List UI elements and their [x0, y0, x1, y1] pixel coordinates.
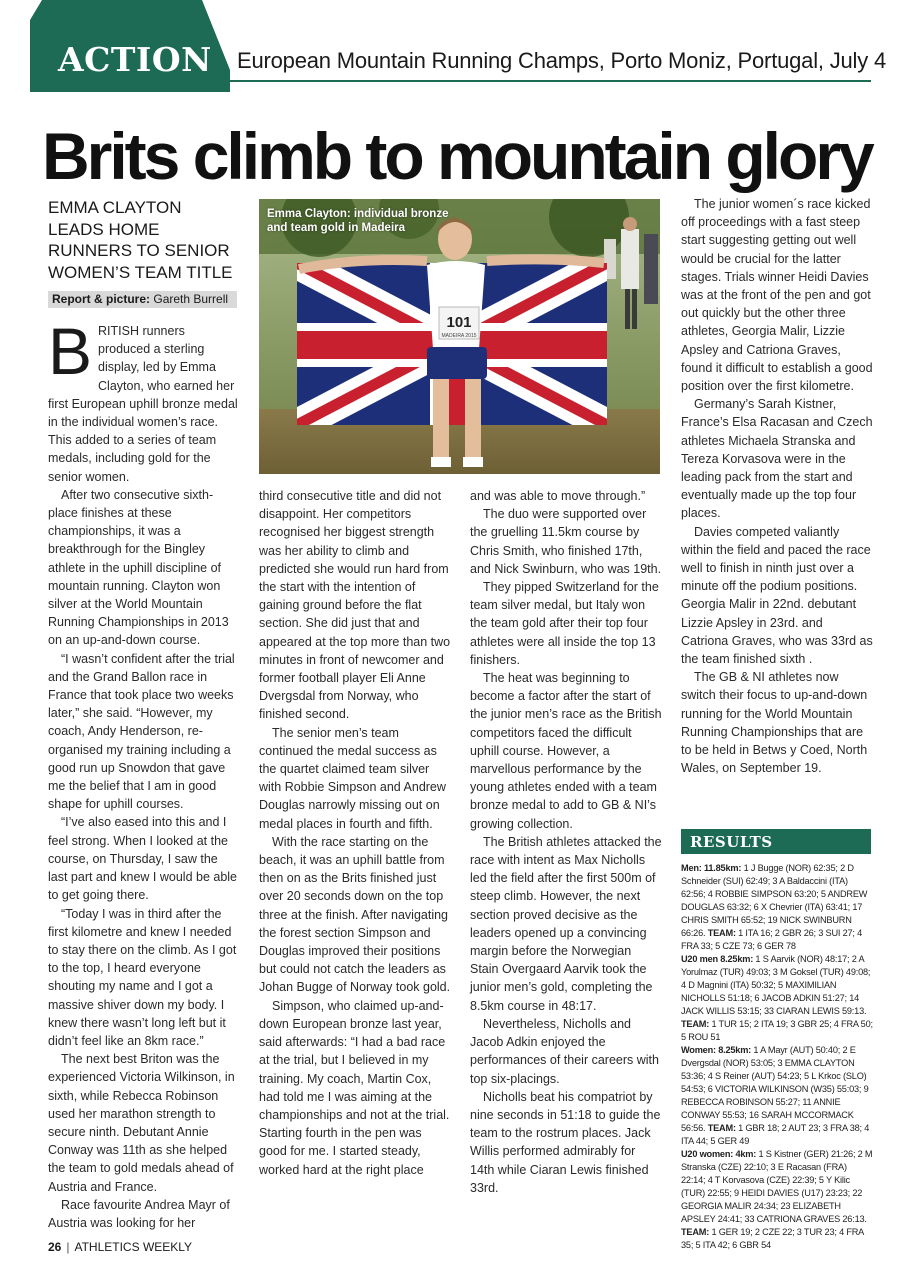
section-tab-label: ACTION	[58, 40, 212, 79]
bib-sub: MADEIRA 2015	[441, 333, 477, 339]
paragraph: Simpson, who claimed up-and-down European bronze last year, said afterwards: “I had a bad race at the trial, but I believed in my training. My coach, Martin Cox, had told me I was aiming at the championships and not at the trial. Starting fourth in the pen was good for me. I started steady, worked hard at the right place	[259, 998, 450, 1177]
results-section-head: Women: 8.25km:	[681, 1045, 752, 1055]
paragraph: The heat was beginning to become a factor after the start of the junior men’s race as the British competitors faced the difficult uphill course. However, a marvellous performance by the young athletes ended with a team bronze medal to add to GB & NI’s growing collection.	[470, 671, 662, 831]
results-team: 1 GBR 18; 2 AUT 23; 3 FRA 38; 4 ITA 44; 5 GER 49	[681, 1123, 870, 1146]
publication-name: ATHLETICS WEEKLY	[74, 1240, 193, 1254]
hero-photo-illustration	[259, 199, 660, 474]
paragraph: The duo were supported over the gruelling 11.5km course by Chris Smith, who finished 17th, and Nick Swinburn, who was 19th.	[470, 507, 662, 576]
paragraph	[48, 314, 238, 486]
paragraph: After two consecutive sixth-place finishes at these championships, it was a breakthrough for the Bingley athlete in the uphill discipline of mountain running. Clayton won silver at the World Mountain Running Championships in 2013 on an up-and-down course.	[48, 487, 229, 648]
footer-separator: |	[66, 1240, 70, 1254]
standfirst: EMMA CLAYTON LEADS HOME RUNNERS TO SENIOR WOMEN’S TEAM TITLE	[48, 198, 233, 282]
results-section-body: 1 J Bugge (NOR) 62:35; 2 D Schneider (SUI) 62:49; 3 A Baldaccini (ITA) 62:56; 4 ROBBIE SIMPSON 63:20; 5 ANDREW DOUGLAS 63:32; 6 X Chevrier (ITA) 63:41; 17 CHRIS SMITH 65:52; 19 NICK SWINBURN 66:26.	[681, 863, 868, 938]
paragraph: Race favourite Andrea Mayr of Austria was looking for her	[48, 1197, 230, 1230]
results-team: 1 TUR 15; 2 ITA 19; 3 GBR 25; 4 FRA 50; 5 ROU 51	[681, 1019, 873, 1042]
header-rule	[228, 80, 871, 82]
paragraph: Nicholls beat his compatriot by nine seconds in 51:18 to guide the team to the rostrum places. Jack Willis performed admirably for 14th while Ciaran Lewis finished 33rd.	[470, 1089, 661, 1195]
byline	[48, 291, 237, 308]
body-column-4	[681, 195, 873, 778]
page-number: 26	[48, 1240, 62, 1254]
paragraph: Germany’s Sarah Kistner, France’s Elsa Racasan and Czech athletes Michaela Stranska and Tereza Korvasova were in the leading pack from the start and eventually made up the top four places.	[681, 397, 873, 521]
results-section-head: U20 women: 4km:	[681, 1149, 757, 1159]
paragraph: The next best Briton was the experienced Victoria Wilkinson, in sixth, while Rebecca Robinson used her marathon strength to secure ninth. Debutant Annie Conway was 11th as she helped the team to gold medals ahead of Austria and France.	[48, 1052, 235, 1194]
results-team-label: TEAM:	[681, 1227, 710, 1237]
paragraph: and was able to move through.”	[470, 489, 646, 503]
results-section-body: 1 S Kistner (GER) 21:26; 2 M Stranska (CZE) 22:10; 3 E Racasan (FRA) 22:14; 4 T Korvasova (CZE) 22:39; 5 Y Kilic (TUR) 22:55; 9 HEIDI DAVIES (U17) 23:23; 22 GEORGIA MALIR 24:34; 23 ELIZABETH APSLEY 24:41; 33 CATRIONA GRAVES 26:13.	[681, 1149, 873, 1224]
results-section	[681, 1044, 873, 1148]
drop-cap: B	[48, 314, 93, 388]
paragraph-text: RITISH runners produced a sterling display, led by Emma Clayton, who earned her first European uphill bronze medal in the individual women’s race. This added to a series of team medals, including gold for the senior women.	[48, 324, 238, 484]
page-footer	[48, 1240, 192, 1254]
paragraph: With the race starting on the beach, it was an uphill battle from then on as the Brits finished just over 20 seconds down on the top three at the finish. After navigating the forest section Simpson and Douglas improved their positions but could not catch the leaders as Johan Bugge of Norway took gold.	[259, 834, 451, 995]
body-column-1	[48, 314, 238, 1232]
results-title: RESULTS	[690, 833, 773, 851]
paragraph: The senior men’s team continued the medal success as the quartet claimed team silver with Robbie Simpson and Andrew Douglas narrowly missing out on medal places in fourth and fifth.	[259, 725, 446, 831]
results-section-body: 1 A Mayr (AUT) 50:40; 2 E Dvergsdal (NOR) 53:05; 3 EMMA CLAYTON 53:36; 4 S Reiner (AUT) 54:23; 5 L Krkoc (SLO) 54:53; 6 VICTORIA WILKINSON (W35) 55:03; 9 REBECCA ROBINSON 55:27; 11 ANNIE CONWAY 55:53; 16 SARAH MCCORMACK 56:56.	[681, 1045, 869, 1133]
paragraph: The British athletes attacked the race with intent as Max Nicholls led the field after the first 500m of steep climb. However, the next section proved decisive as the leaders opened up a convincing margin before the Norwegian Stain Overgaard Aarvik took the junior men’s gold, completing the 8.5km course in 48:17.	[470, 834, 662, 1013]
byline-name: Gareth Burrell	[153, 292, 229, 306]
headline: Brits climb to mountain glory	[42, 119, 872, 193]
results-team: 1 ITA 16; 2 GBR 26; 3 SUI 27; 4 FRA 33; 5 CZE 73; 6 GER 78	[681, 928, 863, 951]
results-section	[681, 1148, 873, 1252]
body-column-2	[259, 487, 451, 1179]
results-team-label: TEAM:	[707, 928, 736, 938]
byline-label: Report & picture:	[52, 292, 151, 306]
paragraph: The GB & NI athletes now switch their focus to up-and-down running for the World Mountain Running Championships that are to be held in Betws y Coed, North Wales, on September 19.	[681, 670, 868, 776]
paragraph: Davies competed valiantly within the field and paced the race well to finish in ninth just over a minute off the podium positions. Georgia Malir in 22nd. debutant Lizzie Apsley in 23rd. and Catriona Graves, who was 33rd as the team finished sixth .	[681, 524, 873, 667]
results-section-head: U20 men 8.25km:	[681, 954, 754, 964]
results-team-label: TEAM:	[707, 1123, 736, 1133]
paragraph: Nevertheless, Nicholls and Jacob Adkin enjoyed the performances of their careers with top six-placings.	[470, 1016, 659, 1086]
photo-caption: Emma Clayton: individual bronze and team gold in Madeira	[267, 208, 449, 234]
paragraph: “I’ve also eased into this and I feel strong. When I looked at the course, on Thursday, I saw the last part and knew I would be able to get going there.	[48, 815, 238, 903]
results-section	[681, 862, 873, 953]
results-team-label: TEAM:	[681, 1019, 710, 1029]
hero-photo	[259, 199, 660, 474]
results-section	[681, 953, 873, 1044]
paragraph: third consecutive title and did not disappoint. Her competitors recognised her biggest strength was her ability to climb and predicted she would run hard from the start with the intention of gaining ground before the flat section. She did just that and appeared at the top more than two minutes in front of newcomer and former football player Eli Anne Dvergsdal from Norway, who finished second.	[259, 489, 451, 722]
event-line: European Mountain Running Champs, Porto Moniz, Portugal, July 4	[237, 48, 886, 73]
paragraph: “I wasn’t confident after the trial and the Grand Ballon race in France that took place two weeks later,” she said. “However, my coach, Andy Henderson, re-organised my training including a good run up Snowdon that gave me the belief that I am in good shape for uphill courses.	[48, 651, 235, 812]
paragraph: “Today I was in third after the first kilometre and knew I needed to stay there on the climb. As I got to the top, I heard everyone shouting my name and I got a massive shiver down my body. I knew there wasn’t long left but it didn’t feel like an 8km race.”	[48, 906, 237, 1048]
paragraph: They pipped Switzerland for the team silver medal, but Italy won the team gold after their top four athletes were all inside the top 13 finishers.	[470, 580, 659, 667]
results-section-body: 1 S Aarvik (NOR) 48:17; 2 A Yorulmaz (TUR) 49:03; 3 M Goksel (TUR) 49:08; 4 D Magnini (ITA) 50:32; 5 MAXIMILIAN NICHOLLS 51:18; 6 JACOB ADKIN 51:27; 14 JACK WILLIS 53:15; 33 CIARAN LEWIS 59:13.	[681, 954, 871, 1016]
bib-number: 101	[446, 314, 472, 331]
body-column-3	[470, 487, 662, 1197]
results-box	[681, 862, 873, 1252]
results-team: 1 GER 19; 2 CZE 22; 3 TUR 23; 4 FRA 35; 5 ITA 42; 6 GBR 54	[681, 1227, 864, 1250]
results-section-head: Men: 11.85km:	[681, 863, 742, 873]
paragraph: The junior women´s race kicked off proceedings with a fast steep start suggesting getting out well would be crucial for the latter stages. Trials winner Heidi Davies was at the front of the pen and got out quickly but the other three athletes, Georgia Malir, Lizzie Apsley and Catriona Graves, found it difficult to establish a good position over the first kilometre.	[681, 197, 873, 394]
